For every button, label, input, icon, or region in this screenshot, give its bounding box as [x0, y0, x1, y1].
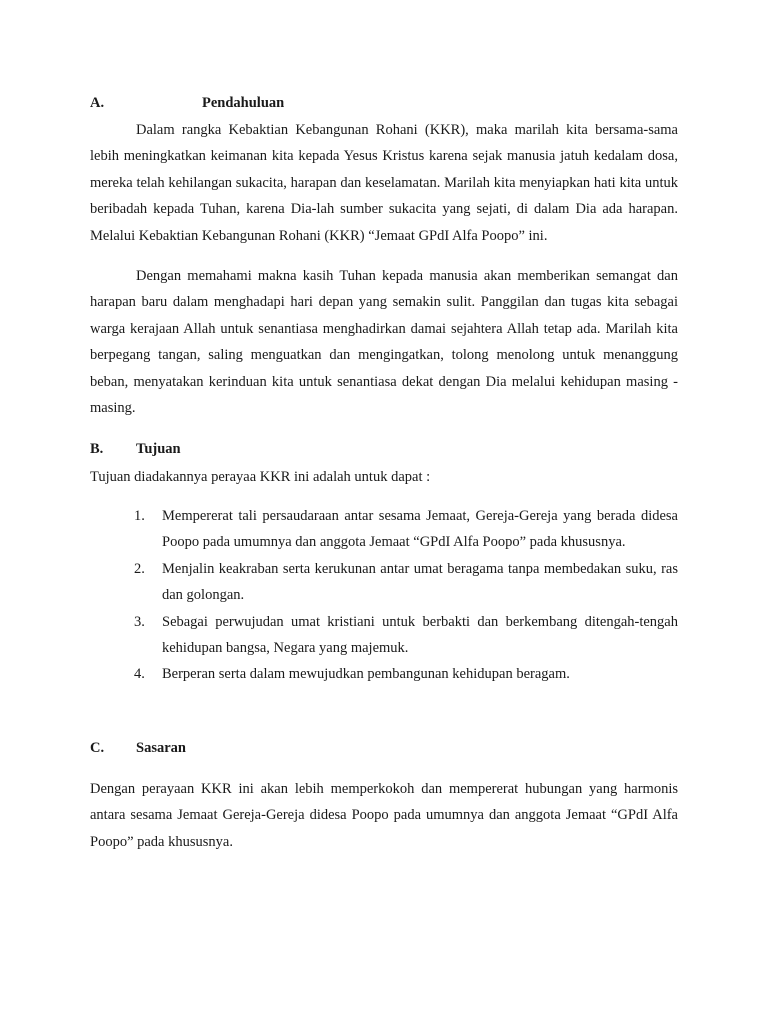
section-a-title: Pendahuluan [202, 95, 285, 111]
section-b-heading [90, 439, 181, 459]
list-item-number: 1. [134, 508, 145, 524]
section-a-heading [90, 93, 284, 113]
list-item-number: 4. [134, 666, 145, 683]
section-b-title: Tujuan [136, 441, 181, 457]
section-b-intro: Tujuan diadakannya perayaa KKR ini adalah untuk dapat : [90, 469, 431, 485]
section-a-letter: A. [90, 95, 105, 111]
list-item-number: 2. [134, 560, 145, 577]
list-item-text: Sebagai perwujudan umat kristiani untuk berbakti dan berkembang ditengah-tengah kehidupan bangsa, Negara yang majemuk. [162, 613, 678, 657]
section-a-paragraph-1: Dalam rangka Kebaktian Kebangunan Rohani (KKR), maka marilah kita bersama-sama lebih meningkatkan keimanan kita kepada Yesus Kristus karena sejak manusia jatuh kedalam dosa, mereka telah kehilangan sukacita, harapan dan keselamatan. Marilah kita menyiapkan hati kita untuk beribadah kepada Tuhan, karena Dia-lah sumber sukacita yang sejati, di dalam Dia ada harapan. Melalui Kebaktian Kebangunan Rohani (KKR) “Jemaat GPdI Alfa Poopo” ini. [90, 122, 678, 244]
section-c-heading [90, 738, 186, 758]
section-b-letter: B. [90, 441, 104, 457]
list-item-number: 3. [134, 613, 145, 630]
section-c-paragraph: Dengan perayaan KKR ini akan lebih memperkokoh dan mempererat hubungan yang harmonis antara sesama Jemaat Gereja-Gereja didesa Poopo pada umumnya dan anggota Jemaat “GPdI Alfa Poopo” pada khususnya. [90, 781, 678, 850]
list-item [90, 661, 678, 687]
list-item [90, 503, 678, 556]
section-a-paragraph-2: Dengan memahami makna kasih Tuhan kepada manusia akan memberikan semangat dan harapan baru dalam menghadapi hari depan yang semakin sulit. Panggilan dan tugas kita sebagai warga kerajaan Allah untuk senantiasa menghadirkan damai sejahtera Allah tetap ada. Marilah kita berpegang tangan, saling menguatkan dan mengingatkan, tolong menolong untuk menanggung beban, menyatakan kerinduan kita untuk senantiasa dekat dengan Dia melalui kehidupan masing - masing. [90, 268, 678, 417]
list-item-text: Mempererat tali persaudaraan antar sesama Jemaat, Gereja-Gereja yang berada didesa Poopo pada umumnya dan anggota Jemaat “GPdI Alfa Poopo” pada khususnya. [162, 508, 678, 551]
list-item-text: Berperan serta dalam mewujudkan pembangunan kehidupan beragam. [162, 666, 570, 683]
list-item-text: Menjalin keakraban serta kerukunan antar umat beragama tanpa membedakan suku, ras dan golongan. [162, 560, 678, 604]
objectives-list [90, 503, 678, 688]
section-c-letter: C. [90, 740, 105, 756]
list-item [90, 609, 678, 662]
section-c-title: Sasaran [136, 740, 186, 756]
list-item [90, 556, 678, 609]
